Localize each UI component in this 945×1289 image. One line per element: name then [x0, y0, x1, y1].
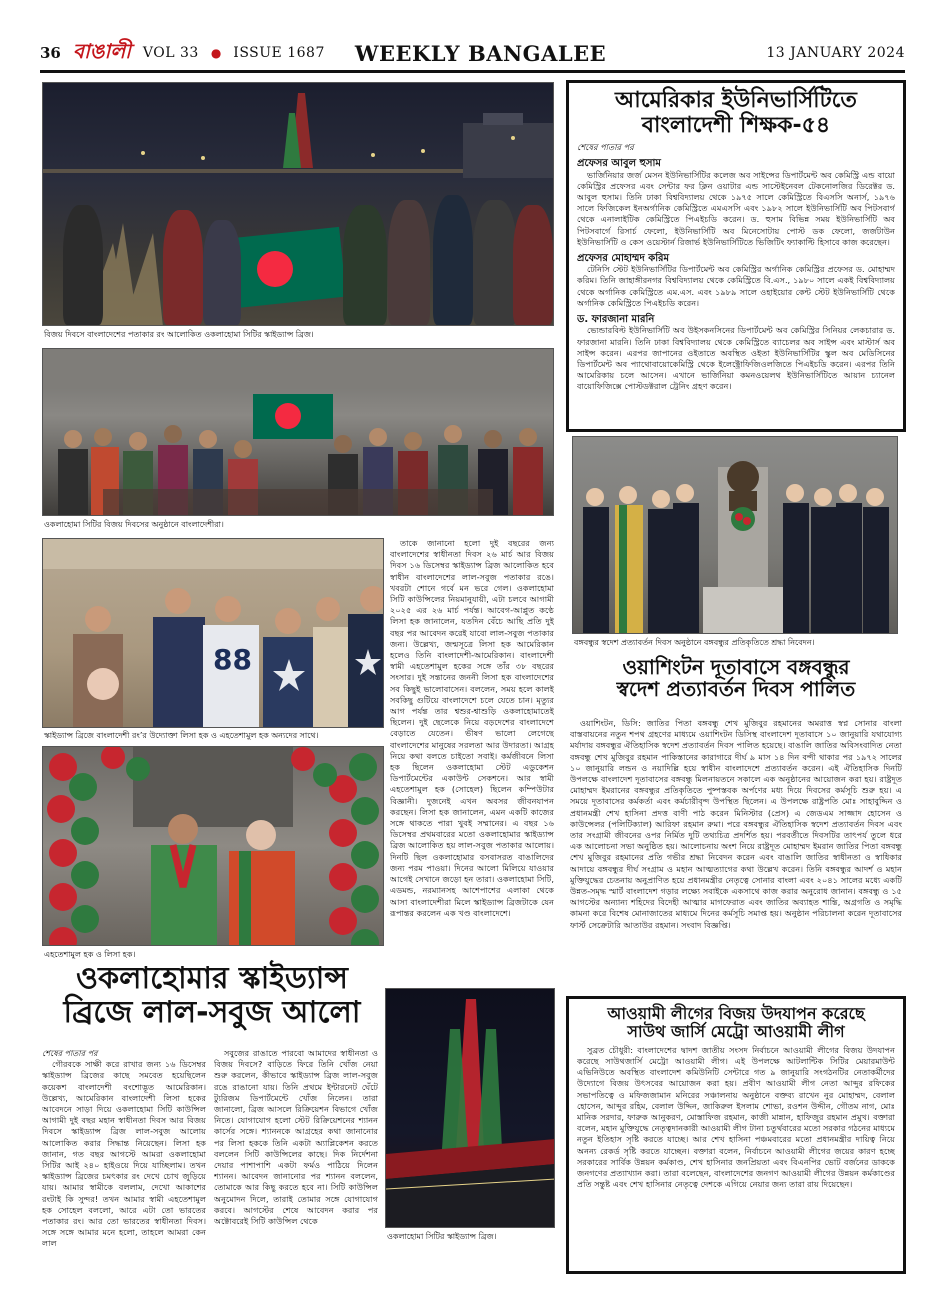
header-rule — [40, 70, 905, 73]
issue-label: ISSUE 1687 — [233, 45, 325, 61]
headline-line: ওকলাহোমার স্কাইড্যান্স — [76, 961, 348, 996]
awami-body — [577, 1045, 895, 1191]
story-headline — [42, 962, 382, 1029]
bullet-icon: ● — [210, 46, 222, 60]
embassy-story — [570, 718, 902, 988]
photo-ehteshamul-lisa — [42, 746, 384, 946]
story-paragraph: সুব্রত চৌধুরী: বাংলাদেশের দ্বাদশ জাতীয় সংসদ নির্বাচনে আওয়ামী লীগের বিজয় উদযাপন করেছে সাউথজার্সি মেট্রো আওয়ামী লীগ। এই উপলক্ষে আটলান্টিক সিটির মেয়ারমাউন্ট এভিনিউতে অবস্থিত বাংলাদেশ কমিউনিটি সেন্টারে গত ৯ জানুয়ারি সংগঠনটির নেতাকর্মীদের উদ্যোগে বিজয় উৎসবের আয়োজন করা হয়। প্রবীণ আওয়ামী লীগ নেতা আব্দুর রফিকের সভাপতিত্বে ও মফিজজামান মনিরের সঞ্চালনায় অনুষ্ঠানে বক্তব্য রাখেন নুর মোহাম্মদ, বেলাল হোসেন, আব্দুর রহিম, বেলাল উদ্দিন, জাকিরুল ইসলাম শোভা, রওশন উদ্দীন, গৌতম নাগ, মোঃ মানিক সরদার, ফারুক আনুকরণ, মোস্তাফিজ রহমান, কাজী মান্নান, হাফিজুর রহমান প্রমুখ। বক্তারা বলেন, মহান মুক্তিযুদ্ধে নেতৃত্বদানকারী আওয়ামী লীগ টানা চতুর্থবারের মতো সরকার গঠনের মাধ্যমে নতুন ইতিহাস সৃষ্টি করতে যাচ্ছে। আর শেখ হাসিনা পঞ্চমবারের মতো প্রধানমন্ত্রীর দায়িত্ব নিয়ে অনন্য রেকর্ড সৃষ্টি করতে যাচ্ছেন। বক্তারা বলেন, নির্বাচনে আওয়ামী লীগের জয়ের কারণ হচ্ছে সরকারের সার্বিক উন্নয়ন কর্মকাণ্ড, শেখ হাসিনার জনপ্রিয়তা এবং বিএনপির ভোট বর্জনের ডাককে জনগণের প্রত্যাখ্যান করা। তারা বলেছেন, বাংলাদেশের জনগণ আওয়ামী লীগের উন্নয়ন কর্মকাণ্ডের প্রতি সন্তুষ্ট এবং শেখ হাসিনার নেতৃত্বে দেশকে এগিয়ে নেয়ার জন্য তারা রায় দিয়েছেন। — [577, 1044, 895, 1190]
photo-embassy-tribute — [572, 436, 898, 634]
svg-text:88: 88 — [213, 643, 252, 676]
headline-line: আমেরিকার ইউনিভার্সিটিতে — [615, 88, 857, 113]
photo-caption: বিজয় দিবসে বাংলাদেশের পতাকার রং আলোকিত ওকলাহোমা সিটির স্কাইড্যান্স ব্রিজ। — [44, 330, 314, 339]
story-paragraph: গৌরবকে সাক্ষী করে রাখার জন্য ১৬ ডিসেম্বর স্কাইড্যান্স ব্রিজের কাছে সমবেত হয়েছিলেন কয়েকশ বাংলাদেশী বংশোদ্ভূত আমেরিকান। উল্লেখ্য, আমেরিকান বাংলাদেশী লিসা হকের আবেদনে সাড়া দিয়ে ওকলাহোমা সিটি কাউন্সিল আগামী দুই বছর মহান স্বাধীনতা দিবস আর বিজয় দিবসে স্কাইড্যান্স ব্রিজ লাল-সবুজ আলোয় আলোকিত করার সিদ্ধান্ত নিয়েছেন। লিসা হক জানান, গত বছর আগস্টে আমরা ওকলাহোমা সিটির আই ২৪০ হাইওয়ে দিয়ে যাচ্ছিলাম। তখন স্কাইড্যান্স ব্রিজের চমৎকার রং দেখে চোখ জুড়িয়ে যায়। আমার স্বামীকে বললাম, দেখো আকাশের রংটাই কি সুন্দর! তখন আমার স্বামী এহতেশামুল হক সোহেল বললো, আরে এটা তো ভারতের পতাকার রং। আর তো ভারতের স্বাধীনতা দিবস। সঙ্গে সঙ্গে আমার মনে হলো, তাহলে আমরা কেন লাল — [42, 1059, 206, 1249]
awami-league-story-box — [566, 996, 906, 1274]
photo-caption: বঙ্গবন্ধুর স্বদেশ প্রত্যাবর্তন দিবস অনুষ্ঠানে বঙ্গবন্ধুর প্রতিকৃতিতে শ্রদ্ধা নিবেদন। — [574, 638, 815, 647]
headline-line: আওয়ামী লীগের বিজয় উদযাপন করেছে — [607, 1004, 865, 1023]
headline-line: স্বদেশ প্রত্যাবর্তন দিবস পালিত — [616, 677, 856, 702]
masthead-title: WEEKLY BANGALEE — [354, 40, 607, 66]
headline-line: সাউথ জার্সি মেট্রো আওয়ামী লীগ — [627, 1021, 845, 1041]
photo-skydance-bridge — [385, 988, 555, 1228]
story-column — [214, 1048, 378, 1270]
faculty-name: ড. ফারজানা মারনি — [577, 314, 655, 326]
headline-line: ওয়াশিংটন দূতাবাসে বঙ্গবন্ধুর — [622, 655, 850, 679]
continued-label: শেষের পাতার পর — [42, 1049, 98, 1058]
page-number: 36 — [40, 44, 61, 62]
story-paragraph: সবুজের রাঙাতে পারবো আমাদের স্বাধীনতা ও বিজয় দিবসে? বাড়িতে ফিরে তিনি খোঁজ নেয়া শুরু করলেন, কীভাবে স্কাইড্যান্স ব্রিজ লাল-সবুজ রঙে রাঙানো যায়। তিনি প্রথমে ইন্টারনেট ঘেঁটে ট্যুরিজম ডিপার্টমেন্টে খোঁজ নিলেন। তারা জানালো, ব্রিজ আসলে রিক্রিয়েশন বিভাগে খোঁজ নিতে। যোগাযোগ হলো স্টেট রিক্রিয়েশনের শ্যানন কার্সের সঙ্গে। শ্যাননকে আগ্রহের কথা জানানোর পর লিসা হককে তিনি একটা অ্যাপ্লিকেশন করতে বললেন সিটি কাউন্সিলের কাছে। দিক নির্দেশনা দেয়ার পাশাপাশি একটা ফর্মও পাঠিয়ে দিলেন শ্যানন। আবেদন জানানোর পর শ্যানন বললেন, তোমাকে আর কিছু করতে হবে না। সিটি কাউন্সিল অনুমোদন দিলে, তারাই তোমার সঙ্গে যোগাযোগ করবে। আগস্টের শেষে আবেদন করার পর অক্টোবরেই সিটি কাউন্সিল থেকে — [214, 1048, 378, 1227]
photo-caption: ওকলাহোমা সিটির স্কাইড্যান্স ব্রিজ। — [387, 1232, 497, 1241]
volume-label: VOL 33 — [142, 45, 199, 61]
headline-line: ব্রিজে লাল-সবুজ আলো — [63, 994, 361, 1030]
photo-celebration-crowd — [42, 348, 554, 516]
page-header — [40, 38, 905, 68]
faculty-bio: টেনিসি স্টেট ইউনিভার্সিটির ডিপার্টমেন্ট অব কেমিস্ট্রির অর্গানিক কেমিস্ট্রির প্রফেসর ড. মোহাম্মদ করিম। তিনি জাহাঙ্গীরনগর বিশ্ববিদ্যালয় থেকে কেমিস্ট্রিতে বি.এস., ১৯৮০ সালে একই বিশ্ববিদ্যালয় থেকে অর্গানিক কেমিস্ট্রিতে এম.এস. এবং ১৯৮৯ সালে ওহাইয়োর কেন্ট স্টেট ইউনিভার্সিটি থেকে অর্গানিক কেমিস্ট্রিতে পিএইচডি করেন। — [577, 264, 895, 308]
faculty-body — [577, 138, 895, 392]
embassy-headline — [566, 656, 906, 701]
newspaper-logo: বাঙালী — [72, 38, 131, 63]
photo-bridge-group — [42, 82, 554, 326]
awami-headline — [577, 1005, 895, 1041]
headline-line: বাংলাদেশী শিক্ষক-৫৪ — [641, 112, 831, 138]
faculty-story-box — [566, 80, 906, 432]
faculty-bio: ভার্জিনিয়ার জর্জ মেসন ইউনিভার্সিটির কলেজ অব সাইন্সের ডিপার্টমেন্ট অব কেমিস্ট্রি এন্ড বায়ো কেমিস্ট্রির প্রফেসর এবং সেন্টার ফর ক্লিন ওয়াটার এন্ড সাস্টেইনেবল টেকনোলজির ডিরেক্টর ড. আবুল হুসাম। তিনি ঢাকা বিশ্ববিদ্যালয় থেকে ১৯৭৫ সালে কেমিস্ট্রিতে বিএসসি অনার্স, ১৯৭৬ সালে ফিজিকেল ইনঅর্গানিক কেমিস্ট্রিতে এমএসসি এবং ১৯৮২ সালে ইউনিভার্সিটি অব পিটসবার্গ থেকে এনালাইটিক কেমিস্ট্রিতে পিএইচডি করেন। ড. হুসাম বিভিন্ন সময় ইউনিভার্সিটি অব পিটসবার্গে রিসার্চ ফেলো, ইউনিভার্সিটি অব মিনেসোটায় পোস্ট ডক ফেলো, জর্জটাউন ইউনিভার্সিটি ও কেস ওয়েস্টার্ন রিজার্ভ ইউনিভার্সিটিতে ভিজিটিং ফ্যাকাল্টি হিসাবে কাজ করেছেন। — [577, 169, 895, 247]
photo-caption: ওকলাহোমা সিটির বিজয় দিবসের অনুষ্ঠানে বাংলাদেশীরা। — [44, 520, 224, 529]
story-paragraph: ওয়াশিংটন, ডিসি: জাতির পিতা বঙ্গবন্ধু শেখ মুজিবুর রহমানের অমরাত্ত স্বপ্ন সোনার বাংলা বাস্তবায়নের নতুন শপথ গ্রহণের মাধ্যমে ওয়াশিংটন ডিসিস্থ বাংলাদেশ দূতাবাসে ১০ জানুয়ারি যথাযোগ্য মর্যাদায় বঙ্গবন্ধুর ঐতিহাসিক স্বদেশ প্রত্যাবর্তন দিবস পালিত হয়েছে। বাঙালি জাতির অবিসংবাদিত নেতা বঙ্গবন্ধু শেখ মুজিবুর রহমান পাকিস্তানের কারাগারে দীর্ঘ ৯ মাস ১৪ দিন বন্দী থাকার পর ১৯৭২ সালের ১০ জানুয়ারি লন্ডন ও নয়াদিল্লি হয়ে স্বাধীন বাংলাদেশে প্রত্যাবর্তন করেন। এই ঐতিহাসিক দিনটি উপলক্ষে বাংলাদেশ দূতাবাসের বঙ্গবন্ধু মিলনায়তনে সকালে এক অনুষ্ঠানের আয়োজন করা হয়। রাষ্ট্রদূত মোহাম্মদ ইমরানের বঙ্গবন্ধুর প্রতিকৃতিতে পুষ্পস্তবক অর্পণের মধ্য দিয়ে দিবসের কর্মসূচি শুরু হয়। এ সময়ে দূতাবাসের কর্মকর্তা এবং কর্মচারীবৃন্দ উপস্থিত ছিলেন। এ উপলক্ষে রাষ্ট্রপতি মোঃ সাহাবুদ্দিন ও প্রধানমন্ত্রী শেখ হাসিনা প্রদত্ত বাণী পাঠ করেন মিনিস্টার (প্রেস) এ জেডএম সাজ্জাদ হোসেন ও কাউন্সেলর (পলিটিক্যাল) আরিফা রহমান রুমা। পরে বঙ্গবন্ধুর ঐতিহাসিক স্বদেশ প্রত্যাবর্তন দিবস এবং তার সংগ্রামী জীবনের ওপর নির্মিত দুটি তথ্যচিত্র প্রদর্শিত হয়। পরবর্তীতে দিবসটির তাৎপর্য তুলে ধরে এক আলোচনা সভা অনুষ্ঠিত হয়। আলোচনায় অংশ নিয়ে রাষ্ট্রদূত মোহাম্মদ ইমরান জাতির পিতা বঙ্গবন্ধু শেখ মুজিবুর রহমানের প্রতি গভীর শ্রদ্ধা নিবেদন করেন এবং বাঙালি জাতির স্বাধীনতা ও স্বাধিকার আদায়ে বঙ্গবন্ধুর দীর্ঘ সংগ্রাম ও মহান আত্মত্যাগের কথা উল্লেখ করেন। তিনি বঙ্গবন্ধুর আদর্শ ও মহান মুক্তিযুদ্ধের চেতনায় অনুপ্রাণিত হয়ে প্রধানমন্ত্রীর নেতৃত্বে সোনার বাংলা এবং ২০৪১ সালের মধ্যে একটি উন্নত-সমৃদ্ধ স্মার্ট বাংলাদেশ গড়ার লক্ষ্যে সবাইকে একসাথে কাজ করার অনুরোধ জানান। বঙ্গবন্ধু ও ১৫ আগস্টের অন্যান্য শহিদের বিদেহী আত্মার মাগফেরাত এবং জাতির অব্যাহত শান্তি, অগ্রগতি ও সমৃদ্ধি কামনা করে বিশেষ মোনাজাতের মাধ্যমে দিনের কর্মসূচি সমাপ্ত হয়। অনুষ্ঠান পরিচালনা করেন দূতাবাসের ফার্স্ট সেক্রেটারি আতাউর রহমান। সংবাদ বিজ্ঞপ্তি। — [570, 718, 902, 930]
photo-caption: স্কাইড্যান্স ব্রিজে বাংলাদেশী রং’র উদ্যোক্তা লিসা হক ও এহতেশামুল হক অন্যদের সাথে। — [44, 731, 319, 740]
photo-lisa-haq-group — [42, 538, 384, 728]
photo-caption: এহতেশামুল হক ও লিসা হক। — [44, 950, 136, 959]
faculty-name: প্রফেসর আবুল হুসাম — [577, 158, 661, 170]
issue-date: 13 JANUARY 2024 — [766, 45, 905, 61]
faculty-name: প্রফেসর মোহাম্মদ করিম — [577, 253, 670, 265]
story-paragraph: তাকে জানানো হলো দুই বছরের জন্য বাংলাদেশের স্বাধীনতা দিবস ২৬ মার্চ আর বিজয় দিবস ১৬ ডিসেম্বর স্কাইড্যান্স ব্রিজ আলোকিত হবে স্বাধীন বাংলাদেশের লাল-সবুজ পতাকার রঙে। খবরটা শোনে গর্বে মন ভরে গেল। ওকলাহোমা সিটি কাউন্সিলের নিয়মানুযায়ী, এটা চলবে আগামী ২০২৫ এর ২৬ মার্চ পর্যন্ত। আবেগ-আপ্লুত কণ্ঠে লিসা হক জানালেন, যতদিন বেঁচে আছি প্রতি দুই বছর পর আবেদন করেই যাবো লাল-সবুজ পতাকার জন্য। উল্লেখ্য, জন্মসূত্রে লিসা হক আমেরিকান হলেও তিনি বাংলাদেশী-আমেরিকান। বাংলাদেশী স্বামী এহতেশামুল হকের সঙ্গে তাঁর ৩৮ বছরের সংসার। দুই সন্তানের জননী লিসা হক বাংলাদেশের সব কিছুই ভালোবাসেন। বললেন, সময় হলে কালই সবকিছু গুটিয়ে বাংলাদেশে চলে যেতে চান। মৃত্যুর আগ পর্যন্ত তার শ্বশুর-শ্বাশুড়ি ওকলাহোমাতেই ছিলেন। দুই ছেলেকে নিয়ে বড়দেশের বাংলাদেশে বেড়াতে যেতেন। ভীষণ ভালো লেগেছে বাংলাদেশের মানুষের সরলতা আর উদারতা। আগ্রহ নিয়ে কথা বলতে চাইতো সবাই। কর্মজীবনে লিসা হক ছিলেন ওকলাহোমা স্টেট এডুকেশন ডিপার্টমেন্টের একাউন্ট সেকশনে। আর স্বামী এহতেশামুল হক (সোহেল) ছিলেন কম্পিউটার বিজ্ঞানী। দুজনেই এখন অবসর জীবনযাপন করছেন। লিসা হক জানালেন, এমন একটি কাজের সঙ্গে থাকতে পারা খুবই সম্মানের। এ বছর ১৬ ডিসেম্বর প্রথমবারের মতো ওকলাহোমার স্কাইড্যান্স ব্রিজ আলোকিত হয় লাল-সবুজ পতাকার আলোয়। দিনটি ছিল ওকলাহোমার বসবাসরত বাঙালিদের জন্য পরম পাওয়া। দিনের আলো মিলিয়ে যাওয়ার আগেই সেখানে জড়ো হন তারা। ওকলাহোমা সিটি, এডমন্ড, নরম্যানসহ আশেপাশের এলাকা থেকে আসা বাংলাদেশীরা মিলে স্কাইড্যান্স ব্রিজটাকে যেন রূপান্তর করলেন এক খণ্ড বাংলাদেশে। — [390, 538, 554, 918]
faculty-bio: ভ্যেন্ডারবিল্ট ইউনিভার্সিটি অব উইসকনসিনের ডিপার্টমেন্ট অব কেমিস্ট্রির সিনিয়র লেকচারার ড. ফারজানা মারনি। তিনি ঢাকা বিশ্ববিদ্যালয় থেকে কেমিস্ট্রিতে ব্যাচেলর অব সাইন্স এবং মাস্টার্স অব সাইন্স করেন। এরপর জাপানের ওইতাতে অবস্থিত ওইতা ইউনিভার্সিটির স্কুল অব মেডিসিনের ডিপার্টমেন্ট অব প্যাথোবায়োকেমিস্ট্রি থেকে ইলেক্ট্রোফিজিওলজিতে পিএইচডি করেন। এরপর তিনি আমেরিকায় চলে আসেন। এখানে ভার্জিনিয়া কমনওয়েলথ ইউনিভার্সিটিতে আয়ান চ্যানেল বায়োফিজিক্সে পোস্টডক্টরাল ট্রেনিং গ্রহণ করেন। — [577, 325, 895, 392]
continued-label: শেষের পাতার পর — [577, 142, 634, 153]
story-column — [42, 1048, 206, 1270]
faculty-headline — [577, 89, 895, 138]
story-column — [390, 538, 554, 960]
